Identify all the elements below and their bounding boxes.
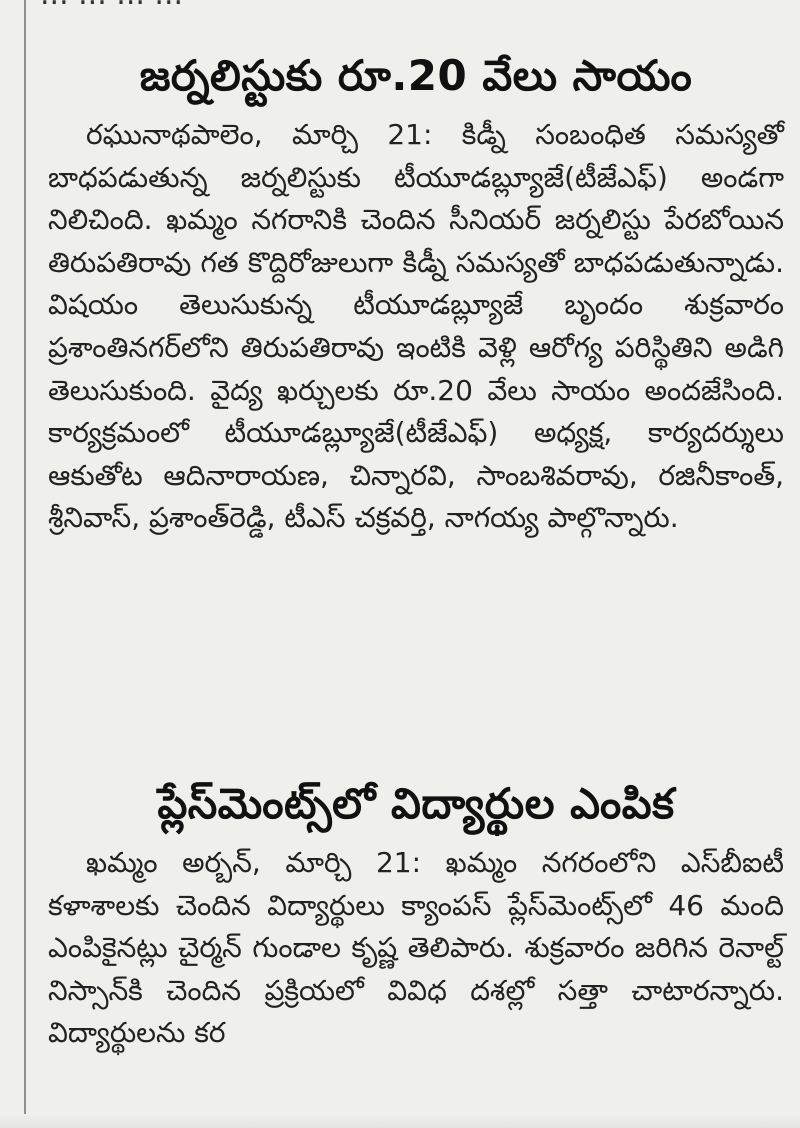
column-rule xyxy=(24,0,26,1128)
article-headline: జర్నలిస్టుకు రూ.20 వేలు సాయం xyxy=(139,51,693,100)
article-placements xyxy=(48,772,784,1055)
article-body: ఖమ్మం అర్బన్, మార్చి 21: ఖమ్మం నగరంలోని ఎస్‌బీఐటీ కళాశాలకు చెందిన విద్యార్థులు క్యాంపస్ ప్లేస్‌మెంట్స్‌లో 46 మంది ఎంపికైనట్లు చైర్మన్ గుండాల కృష్ణ తెలిపారు. శుక్రవారం జరిగిన రెనాల్ట్ నిస్సాన్‌కి చెందిన ప్రక్రియలో వివిధ దశల్లో సత్తా చాటారన్నారు. విద్యార్థులను కర xyxy=(48,846,784,1050)
scan-edge xyxy=(0,1114,800,1128)
article-journalist-aid xyxy=(48,44,784,540)
previous-article-tail xyxy=(40,0,760,12)
article-body: రఘునాథపాలెం, మార్చి 21: కిడ్నీ సంబంధిత సమస్యతో బాధపడుతున్న జర్నలిస్టుకు టీయూడబ్ల్యూజే(టీజేఎఫ్) అండగా నిలిచింది. ఖమ్మం నగరానికి చెందిన సీనియర్ జర్నలిస్టు పేరబోయిన తిరుపతిరావు గత కొద్దిరోజులుగా కిడ్నీ సమస్యతో బాధపడుతున్నాడు. విషయం తెలుసుకున్న టీయూడబ్ల్యూజే బృందం శుక్రవారం ప్రశాంతినగర్‌లోని తిరుపతిరావు ఇంటికి వెళ్లి ఆరోగ్య పరిస్థితిని అడిగి తెలుసుకుంది. వైద్య ఖర్చులకు రూ.20 వేలు సాయం అందజేసింది. కార్యక్రమంలో టీయూడబ్ల్యూజే(టీజేఎఫ్) అధ్యక్ష, కార్యదర్శులు ఆకుతోట ఆదినారాయణ, చిన్నారవి, సాంబశివరావు, రజినీకాంత్, శ్రీనివాస్, ప్రశాంత్‌రెడ్డి, టీఎస్ చక్రవర్తి, నాగయ్య పాల్గొన్నారు. xyxy=(48,118,784,535)
article-headline: ప్లేస్‌మెంట్స్‌లో విద్యార్థుల ఎంపిక xyxy=(157,779,675,828)
